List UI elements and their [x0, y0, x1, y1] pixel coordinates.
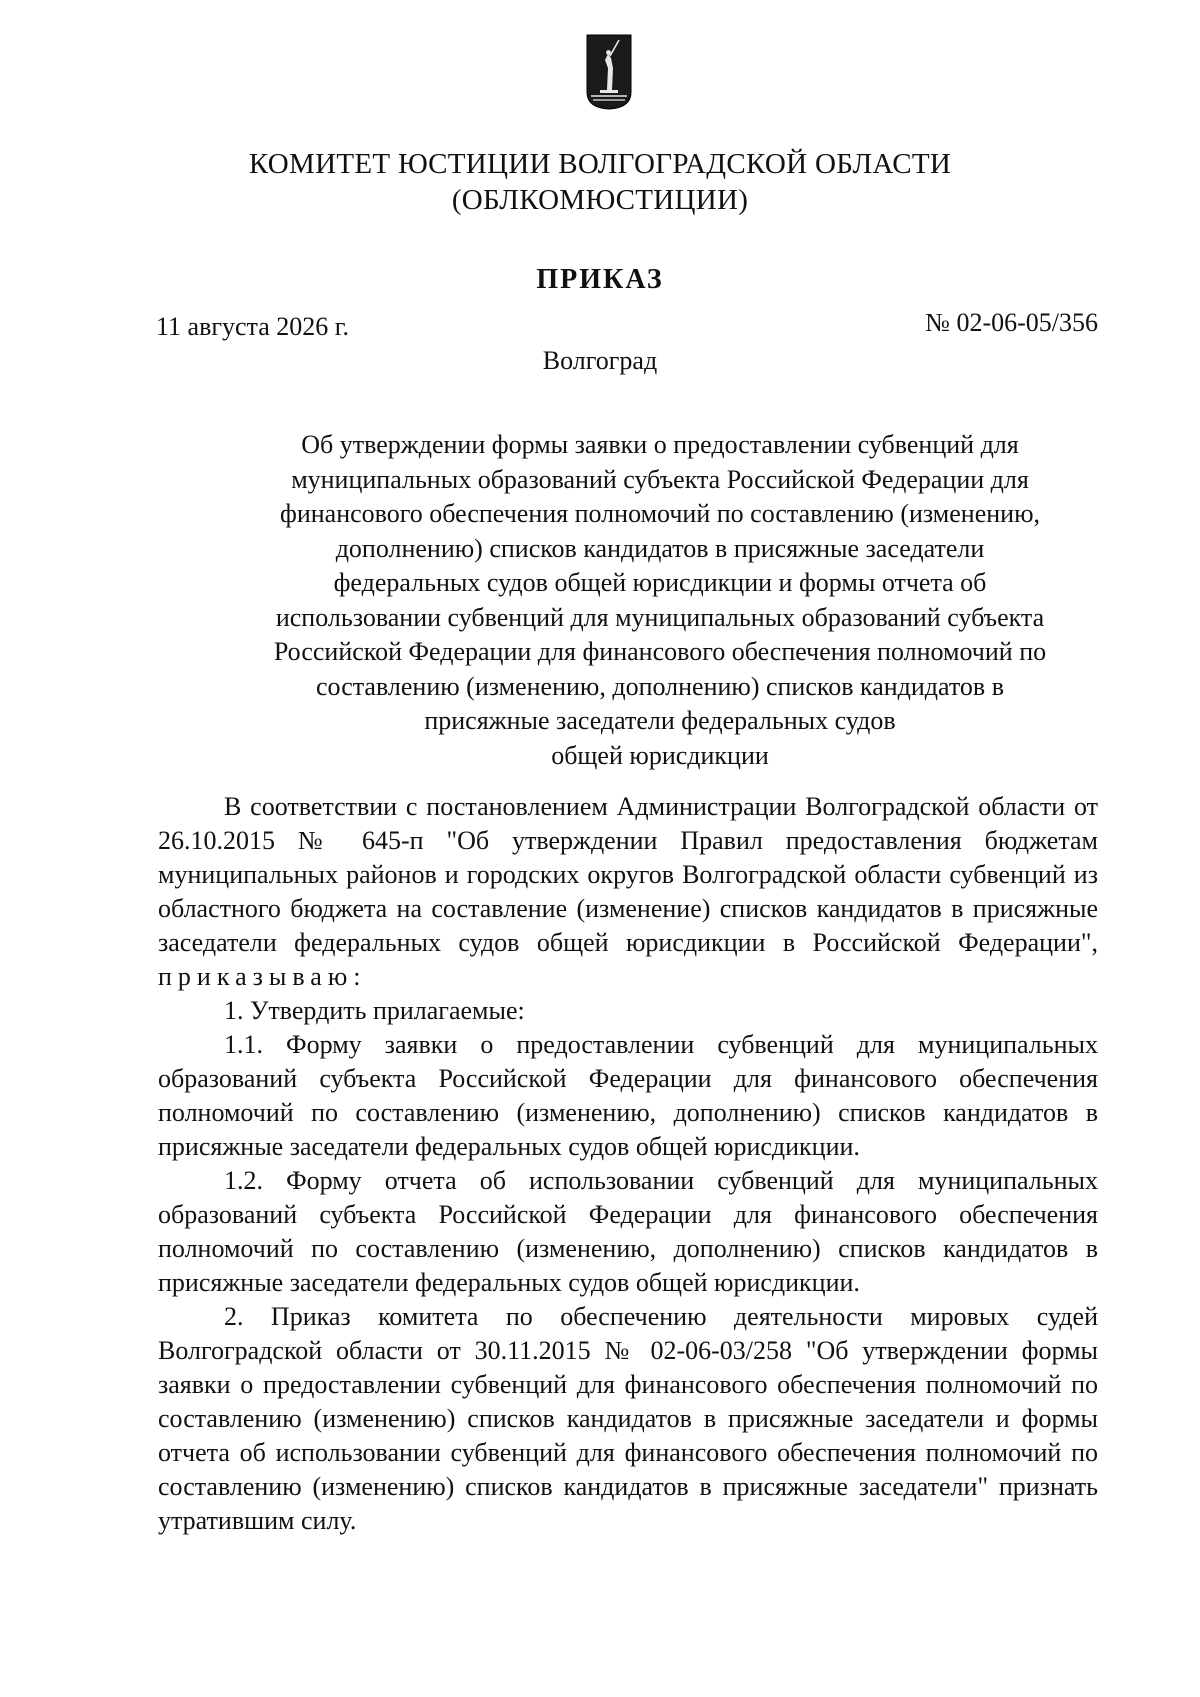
document-type: ПРИКАЗ: [536, 264, 664, 295]
title-line: финансового обеспечения полномочий по составлению (изменению,: [280, 499, 1040, 528]
title-line: Российской Федерации для финансового обеспечения полномочий по: [273, 637, 1047, 666]
document-city: Волгоград: [542, 346, 658, 375]
organization-name-short: (ОБЛКОМЮСТИЦИИ): [451, 184, 749, 216]
title-line: муниципальных образований субъекта Российской Федерации для: [291, 464, 1029, 494]
preamble-text: В соответствии с постановлением Администрации Волгоградской области от 26.10.2015 № 645-п "Об утверждении Правил предоставления бюджетам муниципальных районов и городских округов Волгоградской области субвенций из областного бюджета на составление (изменение) списков кандидатов в присяжные заседатели федеральных судов общей юрисдикции в Российской Федерации",: [158, 792, 1098, 957]
order-word: приказываю:: [158, 962, 367, 991]
item-1: 1. Утвердить прилагаемые:: [224, 996, 525, 1025]
title-line: общей юрисдикции: [551, 740, 769, 770]
organization-name-full: КОМИТЕТ ЮСТИЦИИ ВОЛГОГРАДСКОЙ ОБЛАСТИ: [248, 148, 952, 180]
document-body: [158, 790, 1098, 1538]
item-2: 2. Приказ комитета по обеспечению деятельности мировых судей Волгоградской области от 30.11.2015 № 02-06-03/258 "Об утверждении формы заявки о предоставлении субвенций для финансового обеспечения полномочий по составлению (изменению) списков кандидатов в присяжные заседатели и формы отчета об использовании субвенций для финансового обеспечения полномочий по составлению (изменению) списков кандидатов в присяжные заседатели" признать утратившим силу.: [158, 1302, 1098, 1535]
document-number: № 02-06-05/356: [925, 308, 1098, 337]
title-line: Об утверждении формы заявки о предоставлении субвенций для: [301, 430, 1019, 459]
title-line: использовании субвенций для муниципальных образований субъекта: [275, 602, 1045, 632]
title-line: федеральных судов общей юрисдикции и формы отчета об: [333, 568, 987, 597]
title-line: присяжные заседатели федеральных судов: [424, 706, 896, 735]
volgograd-emblem-icon: [586, 34, 632, 110]
title-line: составлению (изменению, дополнению) списков кандидатов в: [316, 671, 1004, 701]
item-1-2: 1.2. Форму отчета об использовании субвенций для муниципальных образований субъекта Российской Федерации для финансового обеспечения полномочий по составлению (изменению, дополнению) списков кандидатов в присяжные заседатели федеральных судов общей юрисдикции.: [158, 1166, 1098, 1297]
organization-name: [0, 146, 1200, 218]
document-title: [220, 428, 1100, 773]
item-1-1: 1.1. Форму заявки о предоставлении субвенций для муниципальных образований субъекта Российской Федерации для финансового обеспечения полномочий по составлению (изменению, дополнению) списков кандидатов в присяжные заседатели федеральных судов общей юрисдикции.: [158, 1030, 1098, 1161]
preamble-paragraph: [158, 790, 1098, 994]
title-line: дополнению) списков кандидатов в присяжные заседатели: [335, 533, 985, 563]
document-date: 11 августа 2026 г.: [156, 312, 350, 341]
